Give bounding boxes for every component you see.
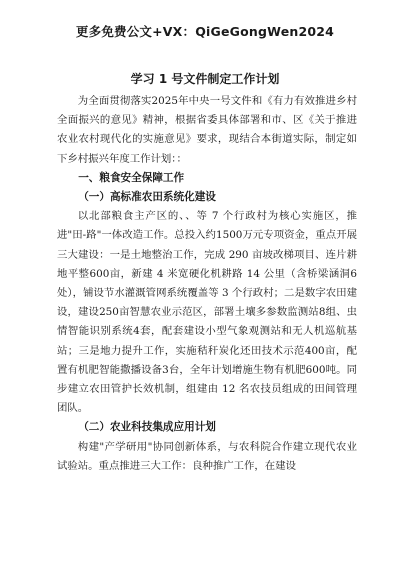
watermark-text: 更多免费公文+VX：QiGeGongWen2024 (75, 24, 335, 39)
intro-paragraph: 为全面贯彻落实2025年中央一号文件和《有力有效推进乡村全面振兴的意见》精神，根据省委具体部署和市、区《关于推进农业农村现代化的实施意见》要求，现结合本街道实际，制定如下乡村振兴年度工作计划：： (57, 95, 357, 165)
body-paragraph: 以北部粮食主产区的、、等 7 个行政村为核心实施区，推进"田-路"一体改造工作。总投入约1500万元专项资金，重点开展三大建设：一是土地整治工作，完成 290 亩坡改梯项目、连片耕地平整600亩，新建 4 米宽硬化机耕路 14 公里（含桥梁涵洞6处），铺设节水灌溉管网系统覆盖等 3 个行政村；二是数字农田建设，建设250亩智慧农业示范区，部署土壤多参数监测站8组、虫情智能识别系统4套，配套建设小型气象观测站和无人机巡航基站；三是地力提升工作，实施秸秆炭化还田技术示范400亩，配置有机肥智能撒播设备3台，全年计划增施生物有机肥600吨。同步建立农田管护长效机制，组建由 12 名农技员组成的田间管理团队。 (57, 210, 357, 415)
document-body (57, 92, 357, 476)
subsection-heading: （二）农业科技集成应用计划 (78, 421, 216, 434)
subsection-heading: （一）高标准农田系统化建设 (78, 191, 216, 204)
body-paragraph: 构建"产学研用"协同创新体系，与农科院合作建立现代农业试验站。重点推进三大工作：良种推广工作，在建设 (57, 440, 357, 472)
document-title: 学习 1 号文件制定工作计划 (130, 72, 280, 86)
section-heading: 一、粮食安全保障工作 (78, 171, 185, 184)
